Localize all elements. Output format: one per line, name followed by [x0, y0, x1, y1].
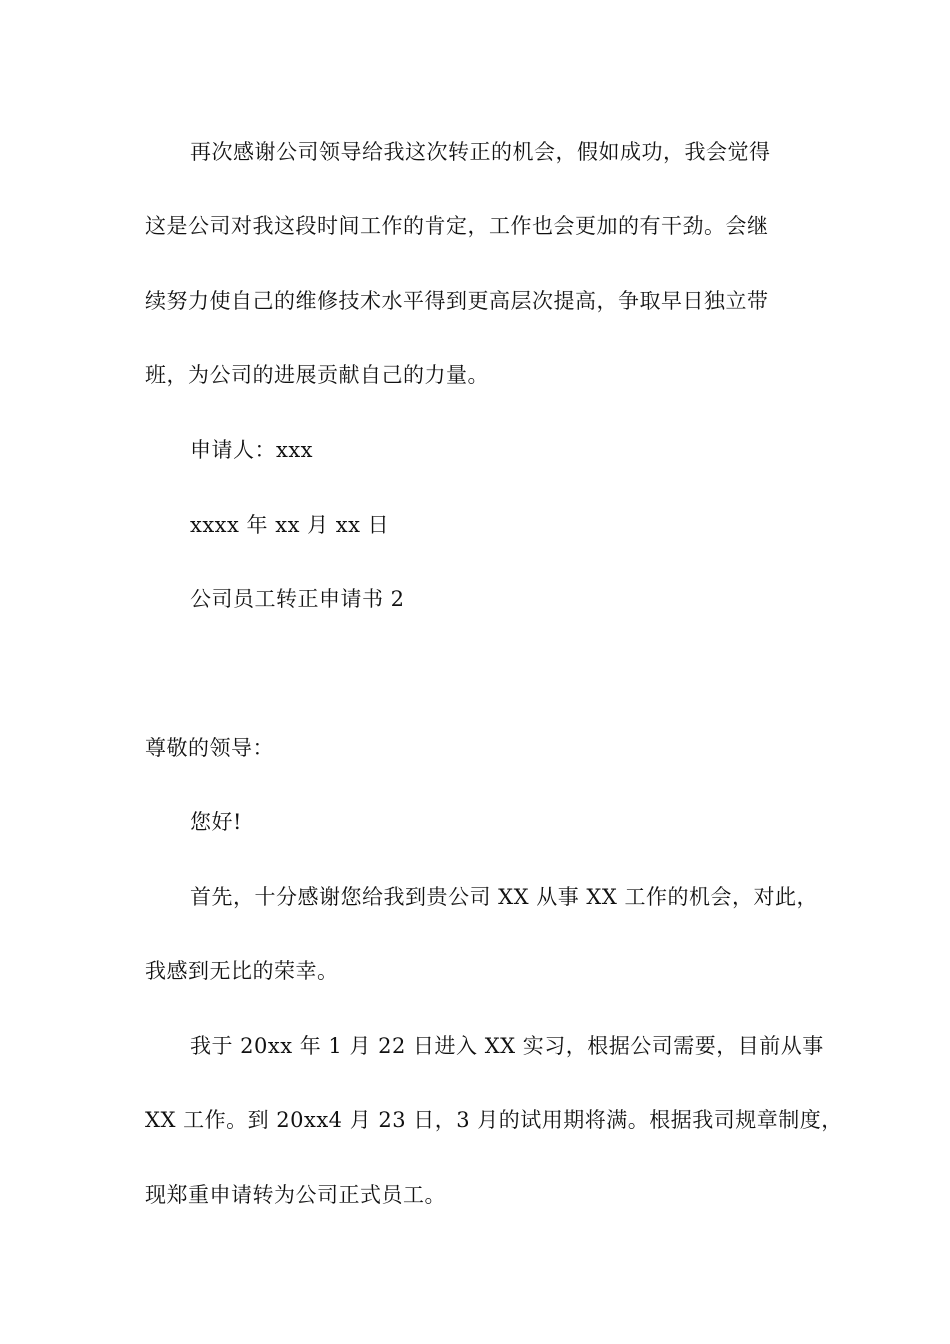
greeting: 您好!: [190, 810, 242, 834]
paragraph-intro-line-2: 我感到无比的荣幸。: [145, 959, 339, 983]
applicant-line: 申请人：xxx: [190, 438, 314, 462]
paragraph-intro-line-1: 首先，十分感谢您给我到贵公司 XX 从事 XX 工作的机会，对此，: [190, 885, 818, 909]
salutation: 尊敬的领导：: [145, 736, 274, 760]
paragraph-request-line-3: 现郑重申请转为公司正式员工。: [145, 1183, 446, 1207]
paragraph-request-line-2: XX 工作。到 20xx4 月 23 日，3 月的试用期将满。根据我司规章制度，: [145, 1108, 843, 1132]
date-line: xxxx 年 xx 月 xx 日: [190, 513, 390, 537]
paragraph-thanks-line-3: 续努力使自己的维修技术水平得到更高层次提高，争取早日独立带: [145, 289, 769, 313]
paragraph-thanks-line-1: 再次感谢公司领导给我这次转正的机会，假如成功，我会觉得: [190, 140, 771, 164]
paragraph-request-line-1: 我于 20xx 年 1 月 22 日进入 XX 实习，根据公司需要，目前从事: [190, 1034, 824, 1058]
paragraph-thanks-line-4: 班，为公司的进展贡献自己的力量。: [145, 363, 489, 387]
section-title: 公司员工转正申请书 2: [190, 587, 405, 611]
paragraph-thanks-line-2: 这是公司对我这段时间工作的肯定，工作也会更加的有干劲。会继: [145, 214, 769, 238]
